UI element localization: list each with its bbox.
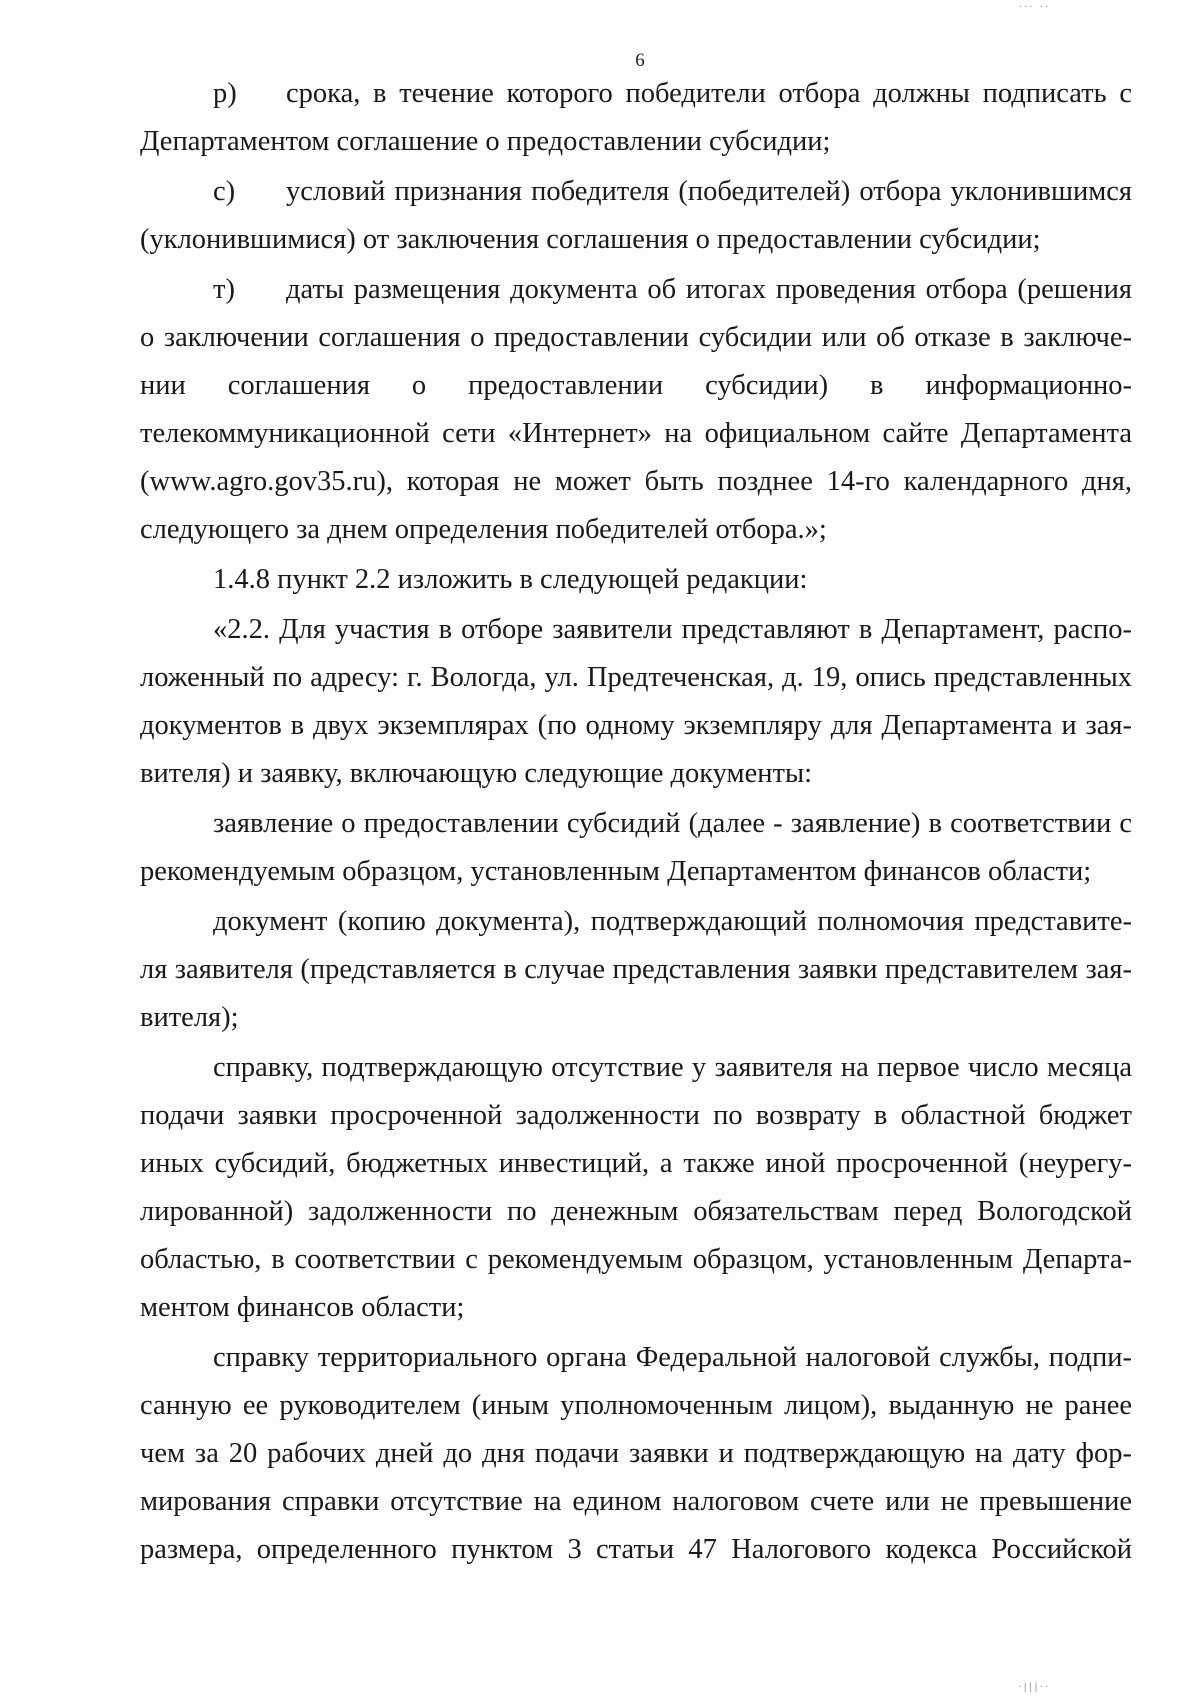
list-item-marker: т)	[213, 274, 235, 305]
text-line: 1.4.8 пункт 2.2 изложить в следующей редакции:	[213, 564, 808, 595]
text-line: мирования справки отсутствие на едином налоговом счете или не превышение	[140, 1486, 1132, 1517]
text-line: ля заявителя (представляется в случае представления заявки представителем зая-	[140, 954, 1132, 985]
text-line: подачи заявки просроченной задолженности по возврату в областной бюджет	[140, 1100, 1132, 1131]
list-item-marker: р)	[213, 78, 237, 109]
text-line: телекоммуникационной сети «Интернет» на официальном сайте Департамента	[140, 418, 1132, 449]
text-line: ментом финансов области;	[140, 1292, 465, 1323]
text-line: заявление о предоставлении субсидий (далее - заявление) в соответствии с	[213, 808, 1132, 839]
text-line: лированной) задолженности по денежным обязательствам перед Вологодской	[140, 1196, 1132, 1227]
text-line: Департаментом соглашение о предоставлении субсидии;	[140, 126, 831, 157]
text-line: вителя);	[140, 1002, 239, 1033]
text-line: «2.2. Для участия в отборе заявители представляют в Департамент, распо-	[213, 614, 1132, 645]
page-number: 6	[635, 50, 645, 71]
text-line: рекомендуемым образцом, установленным Департаментом финансов области;	[140, 856, 1092, 887]
text-line: справку территориального органа Федеральной налоговой службы, подпи-	[213, 1342, 1132, 1373]
list-item-marker: с)	[213, 176, 236, 207]
text-line: документов в двух экземплярах (по одному экземпляру для Департамента и зая-	[140, 710, 1132, 741]
text-line: следующего за днем определения победителей отбора.»;	[140, 514, 827, 545]
text-line: иных субсидий, бюджетных инвестиций, а также иной просроченной (неурегу-	[140, 1148, 1132, 1179]
list-item-text: срока, в течение которого победители отбора должны подписать с	[286, 78, 1132, 109]
text-line: санную ее руководителем (иным уполномоченным лицом), выданную не ранее	[140, 1390, 1132, 1421]
text-line	[140, 70, 1132, 118]
text-line: (www.agro.gov35.ru), которая не может быть позднее 14-го календарного дня,	[140, 466, 1132, 497]
list-item-text: даты размещения документа об итогах проведения отбора (решения	[286, 274, 1132, 305]
document-body	[140, 70, 1132, 1574]
text-line: ложенный по адресу: г. Вологда, ул. Предтеченская, д. 19, опись представленных	[140, 662, 1132, 693]
text-line: вителя) и заявку, включающую следующие документы:	[140, 758, 813, 789]
text-line: нии соглашения о предоставлении субсидии) в информационно-	[140, 370, 1132, 401]
text-line: областью, в соответствии с рекомендуемым образцом, установленным Департа-	[140, 1244, 1132, 1275]
text-line: чем за 20 рабочих дней до дня подачи заявки и подтверждающую на дату фор-	[140, 1438, 1132, 1469]
text-line: документ (копию документа), подтверждающий полномочия представите-	[213, 906, 1132, 937]
list-item-text: условий признания победителя (победителей) отбора уклонившимся	[286, 176, 1132, 207]
scan-edge-mark-top: ··· ··	[1018, 2, 1050, 13]
scan-edge-mark-bottom: ·|||··	[1018, 1682, 1050, 1693]
text-line: размера, определенного пунктом 3 статьи 47 Налогового кодекса Российской	[140, 1534, 1132, 1565]
text-line: справку, подтверждающую отсутствие у заявителя на первое число месяца	[213, 1052, 1132, 1083]
text-line	[140, 168, 1132, 216]
text-line: о заключении соглашения о предоставлении субсидии или об отказе в заключе-	[140, 322, 1132, 353]
text-line: (уклонившимися) от заключения соглашения о предоставлении субсидии;	[140, 224, 1041, 255]
text-line	[140, 266, 1132, 314]
